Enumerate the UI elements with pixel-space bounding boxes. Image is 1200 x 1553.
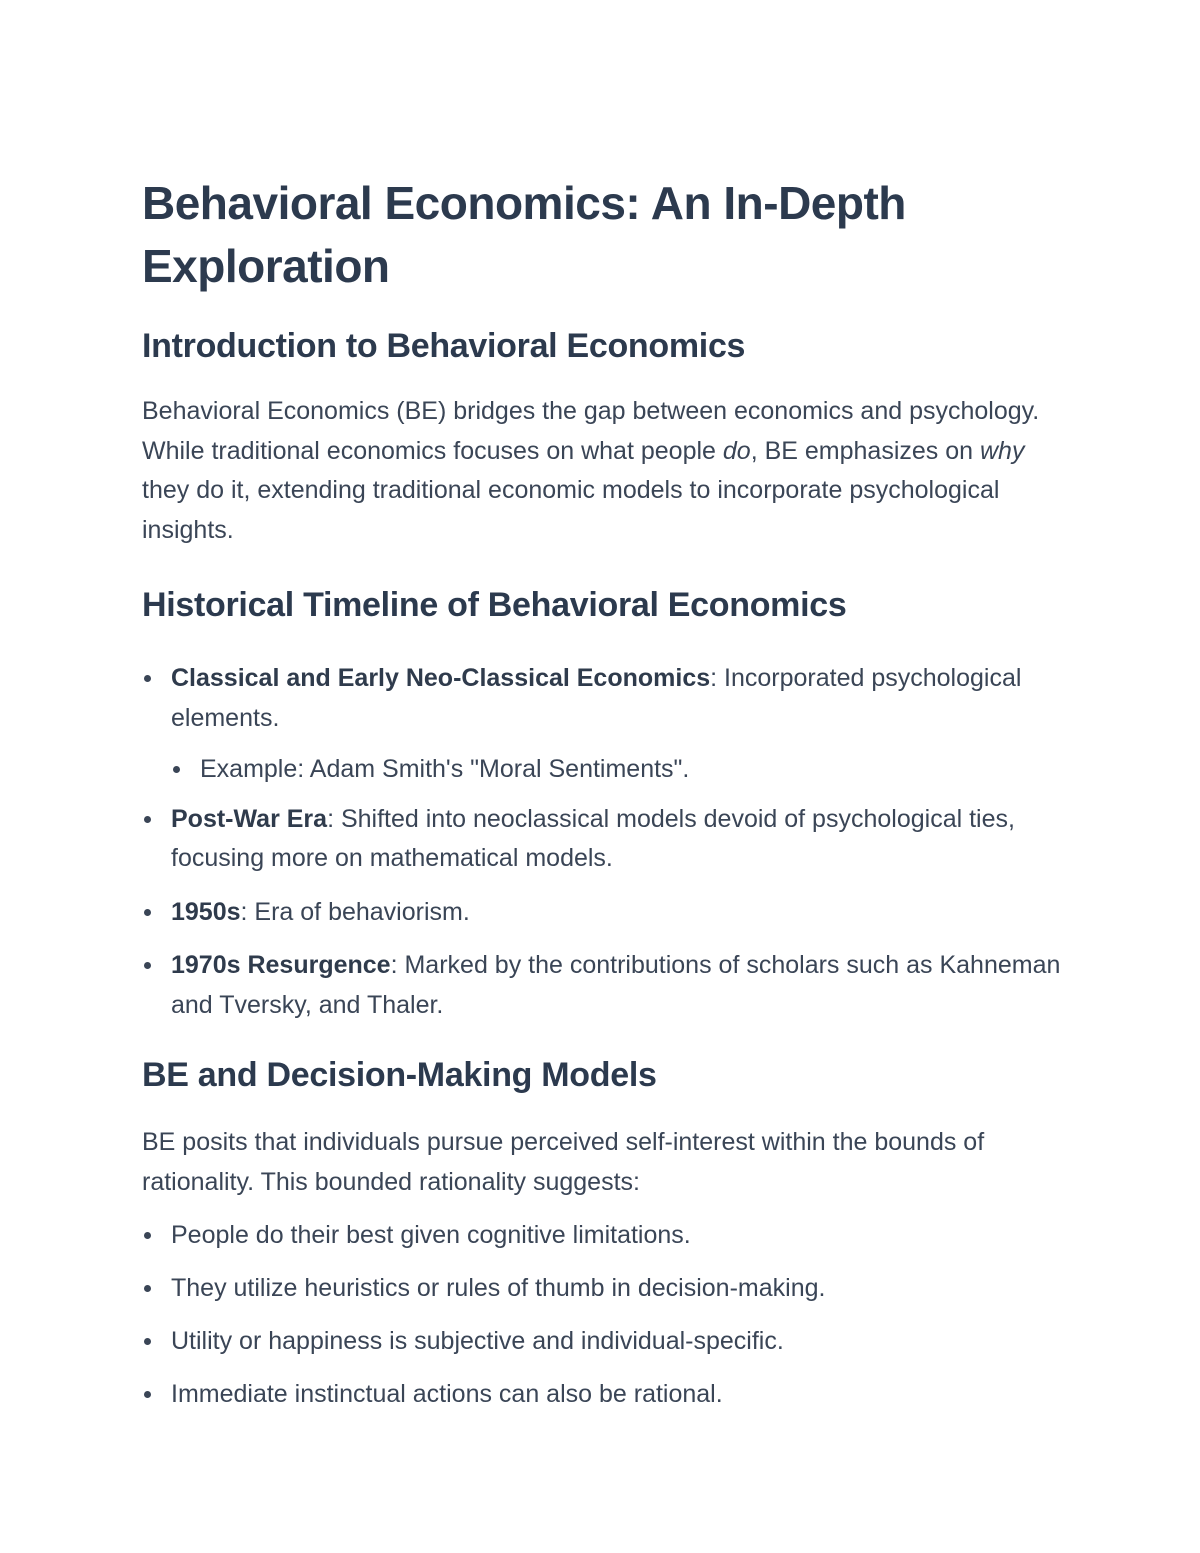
sub-list-item: Example: Adam Smith's "Moral Sentiments". [171,750,1062,790]
list-item-text: : Shifted into neoclassical models devoid of psychological ties, focusing more on mathematical models. [171,804,1015,872]
list-item-term: 1950s [171,897,241,926]
list-item [142,659,1062,790]
list-item: Utility or happiness is subjective and individual-specific. [142,1322,1062,1362]
bounded-rationality-list [142,1216,1062,1415]
section-heading-timeline: Historical Timeline of Behavioral Economics [142,586,847,624]
intro-emphasis-why: why [979,436,1025,465]
intro-emphasis-do: do [722,436,751,465]
list-item [142,946,1062,1025]
section-heading-decision-models: BE and Decision-Making Models [142,1056,657,1094]
list-item-term: 1970s Resurgence [171,951,391,979]
timeline-list [142,659,1062,1025]
intro-text-2: , BE emphasizes on [750,436,980,465]
list-item: They utilize heuristics or rules of thumb in decision-making. [142,1269,1062,1309]
intro-text-3: they do it, extending traditional economic models to incorporate psychological insights. [142,476,1000,544]
list-item-text: : Era of behaviorism. [240,897,470,926]
list-item [142,800,1062,879]
sub-list [171,750,1062,790]
list-item-text: : Marked by the contributions of scholars such as Kahneman and Tversky, and Thaler. [171,951,1061,1019]
list-item-term: Classical and Early Neo-Classical Economics [171,664,711,692]
list-item: People do their best given cognitive limitations. [142,1216,1062,1256]
intro-text-1: Behavioral Economics (BE) bridges the gap between economics and psychology. While traditional economics focuses on what people [142,397,1040,465]
list-item [142,893,1062,933]
page-title: Behavioral Economics: An In-Depth Exploration [142,177,906,292]
list-item: Immediate instinctual actions can also be rational. [142,1375,1062,1415]
section-heading-introduction: Introduction to Behavioral Economics [142,327,746,365]
list-item-term: Post-War Era [171,804,328,833]
document-page [142,160,1062,1428]
models-paragraph: BE posits that individuals pursue perceived self-interest within the bounds of rationality. This bounded rationality suggests: [142,1128,985,1196]
intro-paragraph [142,392,1062,550]
list-item-text: : Incorporated psychological elements. [171,664,1022,732]
